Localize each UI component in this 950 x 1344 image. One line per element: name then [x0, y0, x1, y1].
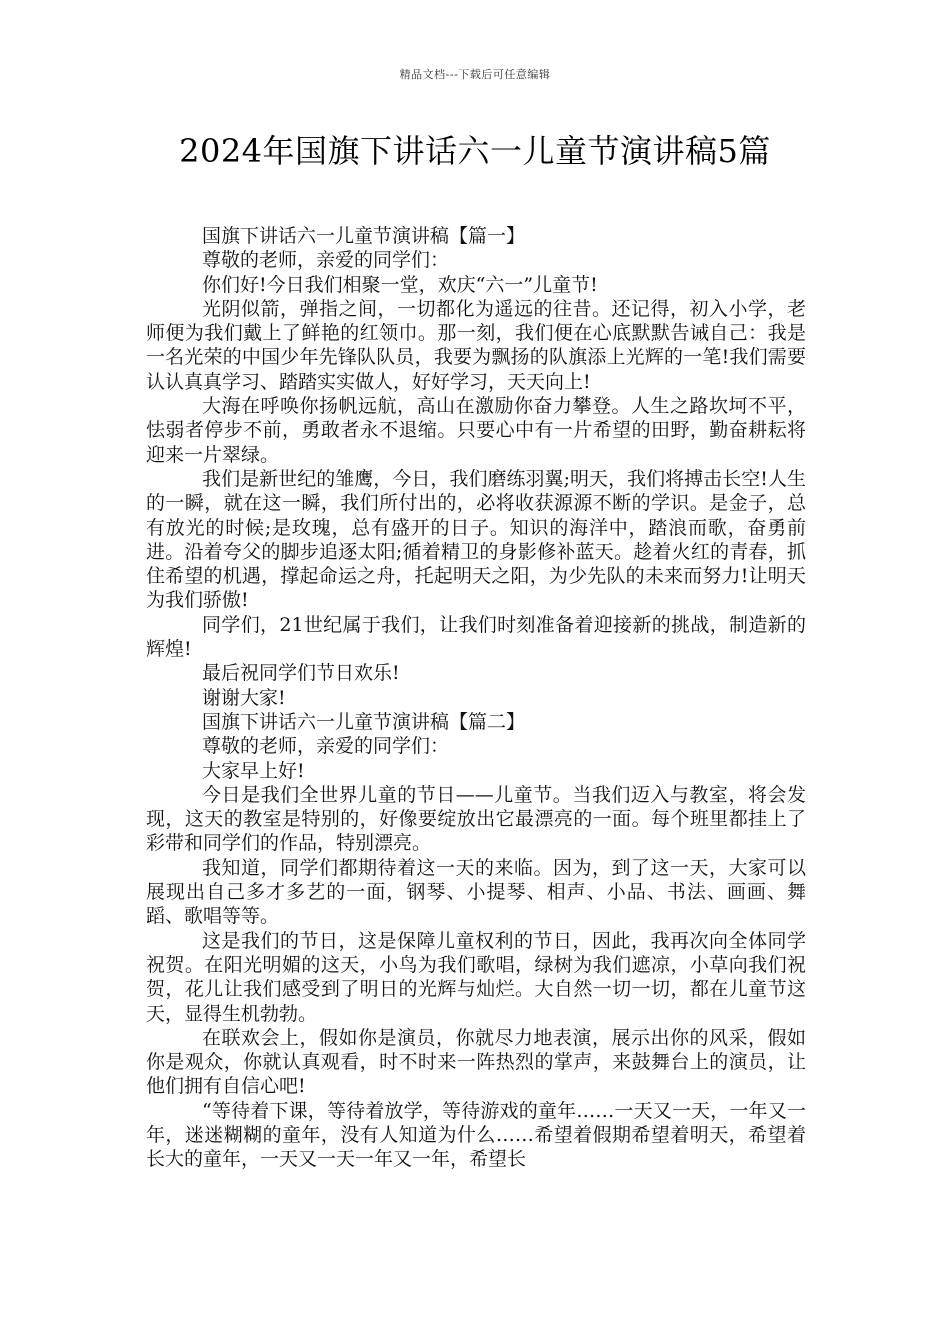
document-title: 2024年国旗下讲话六一儿童节演讲稿5篇	[179, 132, 771, 170]
paragraph: 国旗下讲话六一儿童节演讲稿【篇二】	[202, 710, 526, 733]
paragraph: 这是我们的节日，这是保障儿童权利的节日，因此，我再次向全体同学祝贺。在阳光明媚的这天，小鸟为我们歌唱，绿树为我们遮凉，小草向我们祝贺，花儿让我们感受到了明日的光辉与灿烂。大自然一切一切，都在儿童节这天，显得生机勃勃。	[146, 929, 806, 1025]
paragraph: 你们好!今日我们相聚一堂，欢庆“六一”儿童节!	[202, 273, 598, 296]
paragraph: 谢谢大家!	[202, 686, 286, 709]
document-body	[146, 224, 806, 1172]
paragraph: 最后祝同学们节日欢乐!	[202, 662, 400, 685]
paragraph: 光阴似箭，弹指之间，一切都化为遥远的往昔。还记得，初入小学，老师便为我们戴上了鲜艳的红领巾。那一刻，我们便在心底默默告诫自己：我是一名光荣的中国少年先锋队队员，我要为飘扬的队旗添上光辉的一笔!我们需要认认真真学习、踏踏实实做人，好好学习，天天向上!	[146, 297, 806, 393]
paragraph: 大家早上好!	[202, 759, 305, 782]
paragraph: 国旗下讲话六一儿童节演讲稿【篇一】	[202, 225, 526, 247]
paragraph: 今日是我们全世界儿童的节日——儿童节。当我们迈入与教室，将会发现，这天的教室是特别的，好像要绽放出它最漂亮的一面。每个班里都挂上了彩带和同学们的作品，特别漂亮。	[146, 783, 806, 855]
paragraph: “等待着下课，等待着放学，等待游戏的童年……一天又一天，一年又一年，迷迷糊糊的童年，没有人知道为什么……希望着假期希望着明天，希望着长大的童年，一天又一天一年又一年，希望长	[146, 1099, 806, 1171]
paragraph: 我知道，同学们都期待着这一天的来临。因为，到了这一天，大家可以展现出自己多才多艺的一面，钢琴、小提琴、相声、小品、书法、画画、舞蹈、歌唱等等。	[146, 856, 806, 928]
paragraph: 大海在呼唤你扬帆远航，高山在激励你奋力攀登。人生之路坎坷不平，怯弱者停步不前，勇敢者永不退缩。只要心中有一片希望的田野，勤奋耕耘将迎来一片翠绿。	[146, 395, 806, 466]
paragraph: 尊敬的老师，亲爱的同学们：	[202, 249, 450, 272]
paragraph: 我们是新世纪的雏鹰，今日，我们磨练羽翼;明天，我们将搏击长空!人生的一瞬，就在这一瞬，我们所付出的，必将收获源源不断的学识。是金子，总有放光的时候;是玫瑰，总有盛开的日子。知识的海洋中，踏浪而歌，奋勇前进。沿着夸父的脚步追逐太阳;循着精卫的身影修补蓝天。趁着火红的青春，抓住希望的机遇，撑起命运之舟，托起明天之阳，为少先队的未来而努力!让明天为我们骄傲!	[146, 467, 806, 612]
paragraph: 尊敬的老师，亲爱的同学们：	[202, 735, 450, 758]
paragraph: 同学们，21世纪属于我们，让我们时刻准备着迎接新的挑战，制造新的辉煌!	[146, 613, 806, 661]
paragraph: 在联欢会上，假如你是演员，你就尽力地表演，展示出你的风采，假如你是观众，你就认真观看，时不时来一阵热烈的掌声，来鼓舞台上的演员，让他们拥有自信心吧!	[146, 1026, 806, 1098]
page-header: 精品文档---下载后可任意编辑	[399, 68, 551, 81]
